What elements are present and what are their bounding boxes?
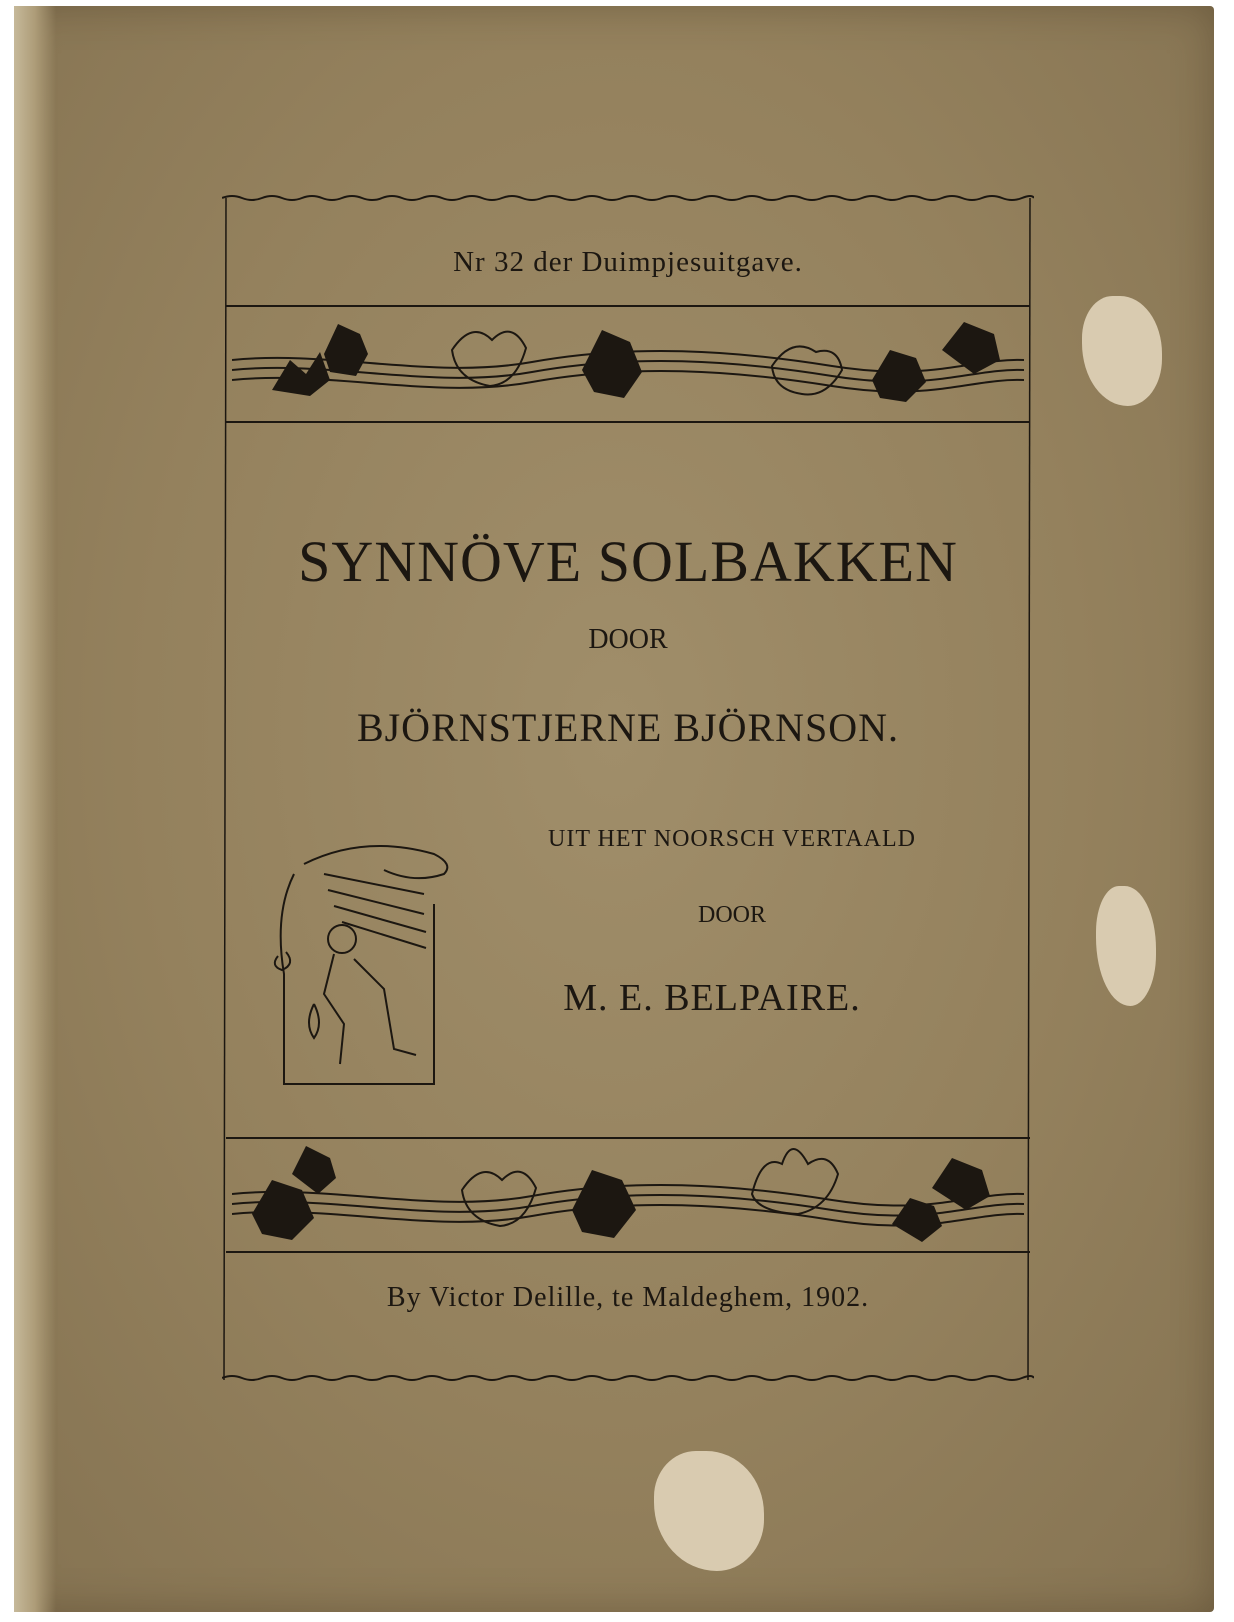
cover-spine-edge — [14, 6, 56, 1612]
paper-tear — [1096, 886, 1156, 1006]
paper-tear — [1082, 296, 1162, 406]
author-name: BJÖRNSTJERNE BJÖRNSON. — [356, 705, 900, 750]
book-title: SYNNÖVE SOLBAKKEN — [298, 529, 958, 594]
paper-tear — [654, 1451, 764, 1571]
publisher-imprint: By Victor Delille, te Maldeghem, 1902. — [386, 1282, 870, 1313]
top-floral-band — [232, 310, 1024, 420]
bottom-floral-band — [232, 1144, 1024, 1254]
translator-name: M. E. BELPAIRE. — [563, 977, 861, 1019]
series-number: Nr 32 der Duimpjesuitgave. — [453, 246, 803, 278]
book-cover — [14, 6, 1214, 1612]
by-label: DOOR — [588, 624, 668, 655]
cover-frame — [222, 194, 1034, 1384]
figure-carrying-load-emblem-icon — [264, 834, 469, 1094]
translation-note: UIT HET NOORSCH VERTAALD — [548, 826, 916, 852]
translator-by-label: DOOR — [697, 902, 766, 928]
